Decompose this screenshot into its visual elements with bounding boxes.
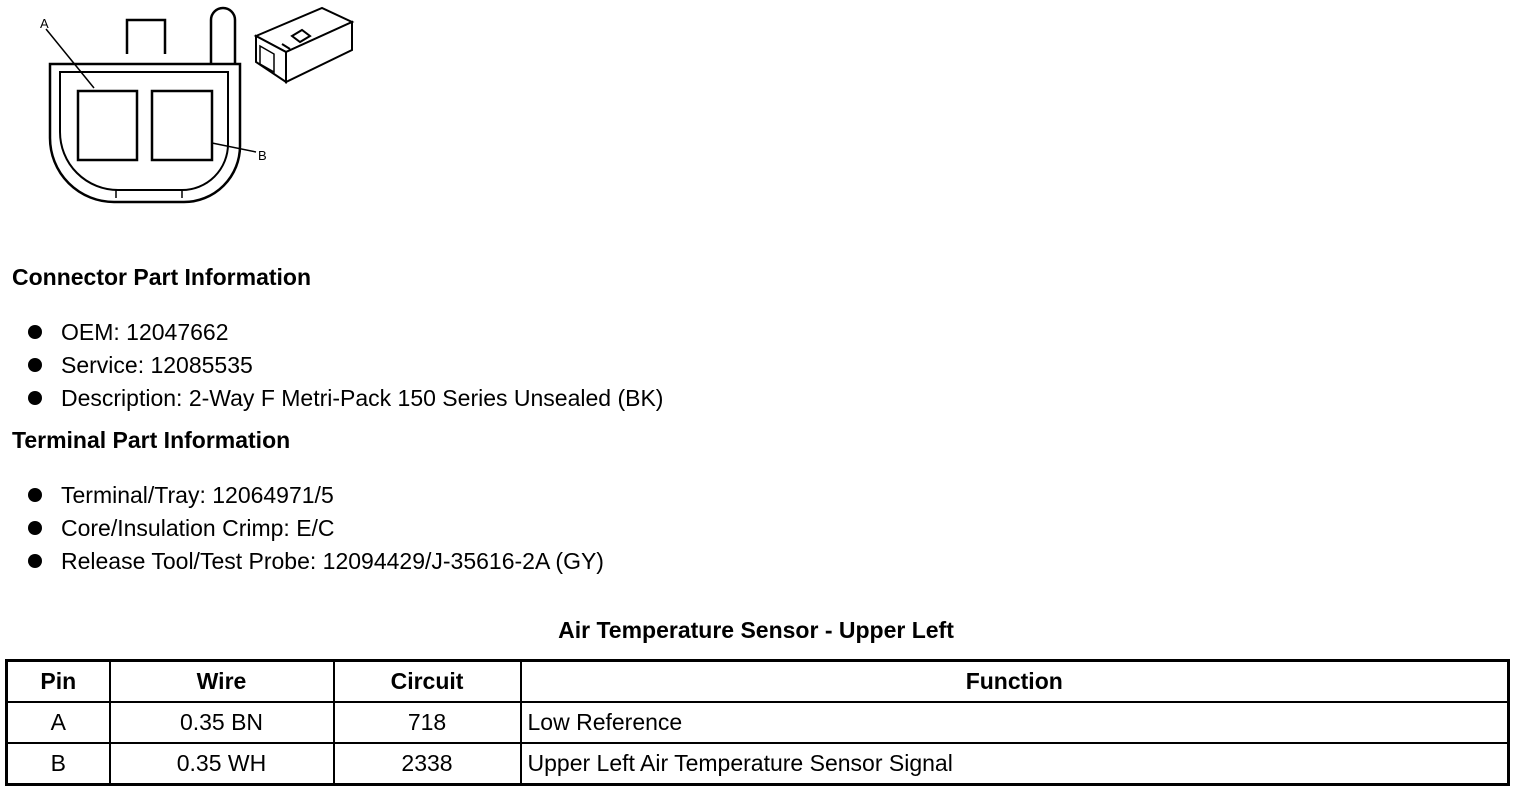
bullet-icon [28,391,42,405]
list-item: OEM: 12047662 [28,316,663,349]
wire-cell: 0.35 BN [110,702,334,743]
table-row [7,702,1509,743]
circuit-cell: 718 [334,702,521,743]
bullet-icon [28,488,42,502]
column-header-wire: Wire [110,661,334,703]
pin-b-callout: B [258,148,267,163]
column-header-circuit: Circuit [334,661,521,703]
list-item: Description: 2-Way F Metri-Pack 150 Series Unsealed (BK) [28,382,663,415]
terminal-info-heading: Terminal Part Information [12,427,291,453]
connector-info-heading: Connector Part Information [12,264,312,290]
terminal-info-list [28,479,604,578]
function-cell: Upper Left Air Temperature Sensor Signal [521,743,1509,785]
table-row [7,743,1509,785]
connector-info-list [28,316,663,415]
pin-table [5,659,1510,786]
function-cell: Low Reference [521,702,1509,743]
pin-a-callout: A [40,16,49,31]
list-item: Core/Insulation Crimp: E/C [28,512,604,545]
column-header-function: Function [521,661,1509,703]
pin-cell: B [7,743,110,785]
wire-cell: 0.35 WH [110,743,334,785]
pin-table-title: Air Temperature Sensor - Upper Left [558,617,954,643]
table-header-row [7,661,1509,703]
connector-diagram [30,6,370,206]
bullet-icon [28,521,42,535]
connector-isometric-icon [256,8,352,82]
bullet-icon [28,358,42,372]
column-header-pin: Pin [7,661,110,703]
list-item: Release Tool/Test Probe: 12094429/J-35616-2A (GY) [28,545,604,578]
list-item: Service: 12085535 [28,349,663,382]
bullet-icon [28,554,42,568]
list-item: Terminal/Tray: 12064971/5 [28,479,604,512]
pin-cell: A [7,702,110,743]
circuit-cell: 2338 [334,743,521,785]
bullet-icon [28,325,42,339]
